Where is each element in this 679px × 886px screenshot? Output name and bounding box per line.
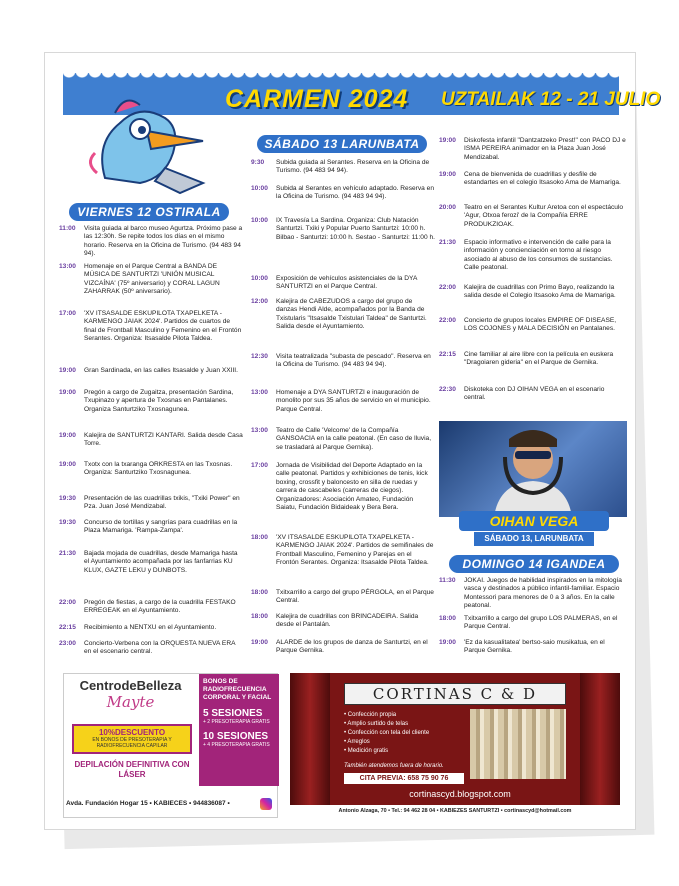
curtain-left: [290, 673, 330, 818]
event-description: Gran Sardinada, en las calles Itsasalde y Juan XXIII.: [84, 367, 238, 374]
service-item: • Amplio surtido de telas: [344, 721, 409, 727]
event-description: 'XV ITSASALDE ESKUPILOTA TXAPELKETA - KARMENGO JAIAK 2024'. Partidos de cuartos de final de Frontball Masculino y Femenino en el Frontón Serantes. Organiza: Itsasalde Pilota Taldea.: [84, 310, 242, 343]
event-description: Cena de bienvenida de cuadrillas y desfile de estandartes en el colegio Itsasoko Ama de Mamariga.: [464, 171, 621, 187]
event-description: Diskofesta infantil "Dantzatzeko Prest!" con PACO DJ e ISMA PEREIRA animador en la Plaza Juan José Mendizabal.: [464, 137, 626, 161]
cortinas-services: [344, 711, 468, 756]
event-row: [439, 639, 627, 656]
event-time: 18:00: [251, 589, 268, 596]
belleza-offers: [199, 674, 279, 786]
event-row: [59, 389, 243, 414]
event-row: [59, 263, 243, 297]
dj-promo: [439, 421, 627, 551]
event-row: [439, 284, 627, 301]
event-time: 22:15: [59, 624, 76, 631]
event-time: 20:00: [439, 204, 456, 211]
event-description: Teatro de Calle 'Velcome' de la Compañía GANSOACIA en la calle peatonal. (En caso de lluvia, se trasladará al Parque Gernika).: [276, 427, 432, 451]
event-row: [251, 159, 435, 176]
event-time: 19:00: [59, 432, 76, 439]
event-description: Pregón de fiestas, a cargo de la cuadrilla FESTAKO ERREGEAK en el Ayuntamiento.: [84, 599, 236, 615]
event-description: 'Ez da kasualitatea' bertso-saio musikatua, en el Parque Gernika.: [464, 639, 605, 655]
event-description: Txotx con la txaranga ORKRESTA en las Txosnas. Organiza: Santurtziko Txosnagunea.: [84, 461, 233, 477]
service-item: • Confección con tela del cliente: [344, 730, 430, 736]
event-time: 19:30: [59, 495, 76, 502]
event-description: Kalejira de cuadrillas con Primo Bayo, realizando la salida desde el Colegio Itsasoko Ama de Mamariga.: [464, 284, 616, 300]
event-row: [59, 550, 243, 575]
event-description: Kalejira de SANTURTZI KANTARI. Salida desde Casa Torre.: [84, 432, 243, 448]
event-description: Homenaje en el Parque Central a BANDA DE MÚSICA DE SANTURTZI 'UNIÓN MUSICAL VIZCAÍNA' (75º aniversario) y CORAL LAGUN ZAHARRAK (50º aniversario).: [84, 263, 220, 296]
event-row: [59, 519, 243, 536]
ad-cortinas: [290, 673, 620, 818]
event-description: Homenaje a DYA SANTURTZI e inauguración de monolito por sus 35 años de servicio en el municipio. Parque Central.: [276, 389, 431, 413]
event-row: [59, 367, 243, 375]
event-description: Cine familiar al aire libre con la película en euskera "Dragoiaren gideria" en el Parque de Gernika.: [464, 351, 614, 367]
event-description: Concurso de tortillas y sangrías para cuadrillas en la Plaza Mamariga. 'Rampa-Zampa'.: [84, 519, 238, 535]
event-row: [251, 462, 435, 512]
event-description: Espacio informativo e intervención de calle para la información y concienciación en torno al riesgo asociado al abuso de los consumos de sustancias. Calle peatonal.: [464, 239, 613, 272]
cortinas-hours: También atendemos fuera de horario.: [344, 763, 444, 769]
seagull-mascot-icon: [85, 83, 215, 203]
event-row: [251, 639, 435, 656]
event-time: 10:00: [251, 185, 268, 192]
discount-text: EN BONOS DE PRESOTERAPIA Y RADIOFRECUENCIA CAPILAR: [92, 737, 172, 749]
page-title: CARMEN 2024: [225, 85, 409, 113]
bonos-title: BONOS DE RADIOFRECUENCIA CORPORAL Y FACIAL: [203, 678, 272, 701]
event-time: 11:30: [439, 577, 456, 584]
event-description: 'XV ITSASALDE ESKUPILOTA TXAPELKETA - KARMENGO JAIAK 2024'. Partidos de semifinales de Frontball Masculino, Femenino y Parejas en el Frontón Serantes. Organiza: Itsasalde Pilota Taldea.: [276, 534, 434, 567]
belleza-brand: CentrodeBelleza: [79, 678, 182, 693]
newspaper-page: [44, 52, 661, 830]
day-header-viernes: VIERNES 12 OSTIRALA: [69, 203, 229, 221]
event-row: [439, 577, 627, 611]
wave-decoration: [63, 73, 619, 83]
offer-10-extra: + 4 PRESOTERAPIA GRATIS: [203, 742, 270, 748]
event-row: [439, 386, 627, 403]
event-time: 18:00: [439, 615, 456, 622]
event-description: Kalejira de CABEZUDOS a cargo del grupo de danzas Hendi Alde, acompañados por la Banda de Txistularis "Itsasalde Txistulari Taldea" de Santurtzi. Salida desde el Ayuntamiento.: [276, 298, 427, 331]
dj-name: OIHAN VEGA: [459, 511, 609, 531]
event-time: 12:00: [251, 298, 268, 305]
event-row: [251, 589, 435, 606]
day-header-domingo: DOMINGO 14 IGANDEA: [449, 555, 619, 573]
festival-dates: UZTAILAK 12 - 21 JULIO: [441, 89, 661, 110]
service-item: • Medición gratis: [344, 748, 389, 754]
event-row: [59, 624, 243, 632]
event-time: 13:00: [251, 427, 268, 434]
event-row: [59, 599, 243, 616]
event-row: [59, 310, 243, 344]
event-time: 22:00: [59, 599, 76, 606]
event-row: [59, 495, 243, 512]
event-description: Presentación de las cuadrillas txikis, "Txiki Power" en Pza. Juan José Mendizabal.: [84, 495, 240, 511]
event-row: [251, 353, 435, 370]
event-description: Bajada mojada de cuadrillas, desde Mamariga hasta el Ayuntamiento acompañada por las fanfarrias KU KLUX, GAZTE LEKU y DUNBOTS.: [84, 550, 238, 574]
event-row: [251, 389, 435, 414]
fabric-photo: [470, 709, 566, 779]
discount-box: [72, 724, 192, 754]
service-item: • Confección propia: [344, 712, 397, 718]
event-time: 9:30: [251, 159, 265, 166]
event-description: IX Travesía La Sardina. Organiza: Club Natación Santurtzi. Txiki y Popular Puerto Santurtzi: 10:00 h. Bilbao - Santurtzi: 10:00 h. Sestao - Santurtzi: 11:00 h.: [276, 217, 435, 241]
event-description: Recibimiento a NENTXU en el Ayuntamiento.: [84, 624, 217, 631]
event-time: 19:00: [59, 461, 76, 468]
ad-centro-belleza: [63, 673, 278, 818]
offer-5-extra: + 2 PRESOTERAPIA GRATIS: [203, 719, 270, 725]
event-time: 19:00: [439, 137, 456, 144]
dj-date: SÁBADO 13, LARUNBATA: [474, 532, 594, 546]
event-row: [59, 640, 243, 657]
event-time: 21:30: [439, 239, 456, 246]
event-time: 19:00: [59, 367, 76, 374]
event-time: 13:00: [59, 263, 76, 270]
event-row: [439, 137, 627, 162]
event-time: 11:00: [59, 225, 76, 232]
service-item: • Arreglos: [344, 739, 370, 745]
event-row: [251, 534, 435, 568]
cortinas-web: cortinascyd.blogspot.com: [409, 789, 511, 799]
event-time: 19:00: [59, 389, 76, 396]
event-row: [439, 171, 627, 188]
dj-photo: [439, 421, 627, 517]
event-row: [439, 239, 627, 273]
event-row: [439, 317, 627, 334]
event-row: [251, 427, 435, 452]
event-row: [251, 298, 435, 332]
event-description: Concierto-Verbena con la ORQUESTA NUEVA ERA en el escenario central.: [84, 640, 236, 656]
event-time: 22:00: [439, 284, 456, 291]
event-description: JOKAI. Juegos de habilidad inspirados en la mitología vasca y destinados a público infantil-familiar. Espacio Montessori para menores de 0 a 3 años. En la calle peatonal.: [464, 577, 622, 610]
event-description: Subida al Serantes en vehículo adaptado. Reserva en la Oficina de Turismo. (94 483 94 94).: [276, 185, 434, 201]
event-description: Visita teatralizada "subasta de pescado". Reserva en la Oficina de Turismo. (94 483 94 94).: [276, 353, 431, 369]
event-description: Jornada de Visibilidad del Deporte Adaptado en la calle peatonal. Partidos y exhibiciones de tenis, kick boxing, crossfit y baloncesto en silla de ruedas y carrera de cascabeles (carreras de ciegos). Organizadores: Asociación Amateo, Fundación Saiatu, Fundación Bidaideak y Bera Bera.: [276, 462, 428, 512]
event-time: 10:00: [251, 275, 268, 282]
event-time: 10:00: [251, 217, 268, 224]
event-description: Txitxarrillo a cargo del grupo LOS PALMERAS, en el Parque Central.: [464, 615, 618, 631]
event-description: Teatro en el Serantes Kultur Aretoa con el espectáculo 'Agur, Otxoa ferozi' de la Compañía ERRE PRODUKZIOAK.: [464, 204, 624, 228]
event-time: 22:15: [439, 351, 456, 358]
event-time: 21:30: [59, 550, 76, 557]
event-row: [439, 615, 627, 632]
event-row: [251, 185, 435, 202]
event-row: [251, 613, 435, 630]
event-time: 19:30: [59, 519, 76, 526]
event-description: Subida guiada al Serantes. Reserva en la Oficina de Turismo. (94 483 94 94).: [276, 159, 430, 175]
event-row: [439, 351, 627, 368]
event-description: ALARDE de los grupos de danza de Santurtzi, en el Parque Gernika.: [276, 639, 428, 655]
belleza-address: Avda. Fundación Hogar 15 • KABIECES • 944836087 •: [66, 800, 230, 807]
cortinas-brand: CORTINAS C & D: [344, 683, 566, 705]
event-time: 23:00: [59, 640, 76, 647]
event-row: [439, 204, 627, 229]
event-description: Kalejira de cuadrillas con BRINCADEIRA. Salida desde el Pantalán.: [276, 613, 419, 629]
event-time: 22:00: [439, 317, 456, 324]
curtain-right: [580, 673, 620, 818]
event-row: [59, 461, 243, 478]
event-row: [251, 217, 435, 242]
event-row: [251, 275, 435, 292]
event-description: Visita guiada al barco museo Agurtza. Próximo pase a las 12:30h. Se repite todos los días en el mismo horario. Reserva en la Oficina de Turismo. (94 483 94 94).: [84, 225, 243, 258]
event-description: Exposición de vehículos asistenciales de la DYA SANTURTZI en el Parque Central.: [276, 275, 417, 291]
belleza-logo: [68, 678, 193, 718]
event-time: 12:30: [251, 353, 268, 360]
event-time: 17:00: [251, 462, 268, 469]
day-header-sabado: SÁBADO 13 LARUNBATA: [257, 135, 427, 153]
event-description: Txitxarrillo a cargo del grupo PÉRGOLA, en el Parque Central.: [276, 589, 434, 605]
event-time: 18:00: [251, 613, 268, 620]
event-time: 22:30: [439, 386, 456, 393]
event-time: 19:00: [251, 639, 268, 646]
belleza-script: Mayte: [106, 693, 155, 711]
instagram-icon: [260, 798, 272, 810]
laser-text: DEPILACIÓN DEFINITIVA CON LÁSER: [74, 760, 190, 779]
event-time: 19:00: [439, 639, 456, 646]
event-description: Diskoteka con DJ OIHAN VEGA en el escenario central.: [464, 386, 605, 402]
event-time: 17:00: [59, 310, 76, 317]
offer-5: 5 SESIONES: [203, 708, 263, 719]
cortinas-cita: CITA PREVIA: 658 75 90 76: [344, 773, 464, 784]
discount-title: 10%DESCUENTO: [98, 728, 166, 737]
offer-10: 10 SESIONES: [203, 731, 269, 742]
event-description: Concierto de grupos locales EMPIRE OF DISEASE, LOS COJONES y MALA DECISIÓN en Pantalanes.: [464, 317, 617, 333]
cortinas-address: Antonio Alzaga, 70 • Tel.: 94 462 28 04 • KABIEZES SANTURTZI • cortinascyd@hotmail.com: [290, 805, 620, 818]
dj-portrait-icon: [439, 421, 627, 517]
event-description: Pregón a cargo de Zugaitza, presentación Sardina, Txupinazo y apertura de Txosnas en Pantalanes. Organiza Santurtziko Txosnagunea.: [84, 389, 234, 413]
event-row: [59, 432, 243, 449]
event-time: 19:00: [439, 171, 456, 178]
event-row: [59, 225, 243, 259]
event-time: 18:00: [251, 534, 268, 541]
event-time: 13:00: [251, 389, 268, 396]
